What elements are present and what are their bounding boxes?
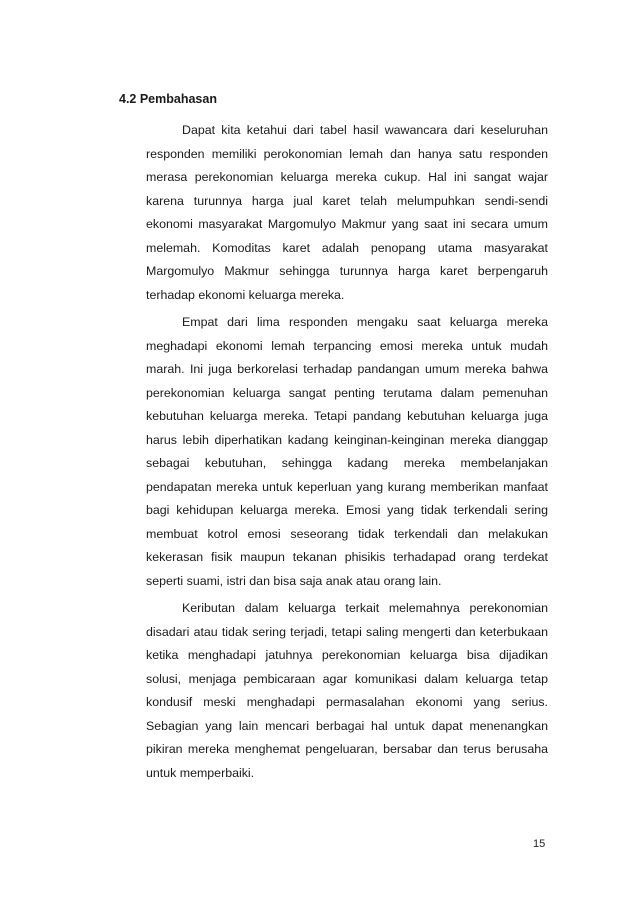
page-number: 15 — [533, 838, 546, 850]
section-body — [146, 119, 548, 789]
paragraph-2: Empat dari lima responden mengaku saat keluarga mereka meghadapi ekonomi lemah terpancing emosi mereka untuk mudah marah. Ini juga berkorelasi terhadap pandangan umum mereka bahwa perekonomian keluarga sangat penting terutama dalam pemenuhan kebutuhan keluarga mereka. Tetapi pandang kebutuhan keluarga juga harus lebih diperhatikan kadang keinginan-keinginan mereka dianggap sebagai kebutuhan, sehingga kadang mereka membelanjakan pendapatan mereka untuk keperluan yang kurang memberikan manfaat bagi kehidupan keluarga mereka. Emosi yang tidak terkendali sering membuat kotrol emosi seseorang tidak terkendali dan melakukan kekerasan fisik maupun tekanan phisikis terhadapad orang terdekat seperti suami, istri dan bisa saja anak atau orang lain. — [146, 315, 548, 588]
paragraph-1: Dapat kita ketahui dari tabel hasil wawancara dari keseluruhan responden memiliki perokonomian lemah dan hanya satu responden merasa perekonomian keluarga mereka cukup. Hal ini sangat wajar karena turunnya harga jual karet telah melumpuhkan sendi-sendi ekonomi masyarakat Margomulyo Makmur yang saat ini secara umum melemah. Komoditas karet adalah penopang utama masyarakat Margomulyo Makmur sehingga turunnya harga karet berpengaruh terhadap ekonomi keluarga mereka. — [146, 123, 548, 302]
paragraph-3: Keributan dalam keluarga terkait melemahnya perekonomian disadari atau tidak sering terjadi, tetapi saling mengerti dan keterbukaan ketika menghadapi jatuhnya perekonomian keluarga bisa dijadikan solusi, menjaga pembicaraan agar komunikasi dalam keluarga tetap kondusif meski menghadapi permasalahan ekonomi yang serius. Sebagian yang lain mencari berbagai hal untuk dapat menenangkan pikiran mereka menghemat pengeluaran, bersabar dan terus berusaha untuk memperbaiki. — [146, 601, 548, 780]
section-heading: 4.2 Pembahasan — [119, 92, 217, 106]
